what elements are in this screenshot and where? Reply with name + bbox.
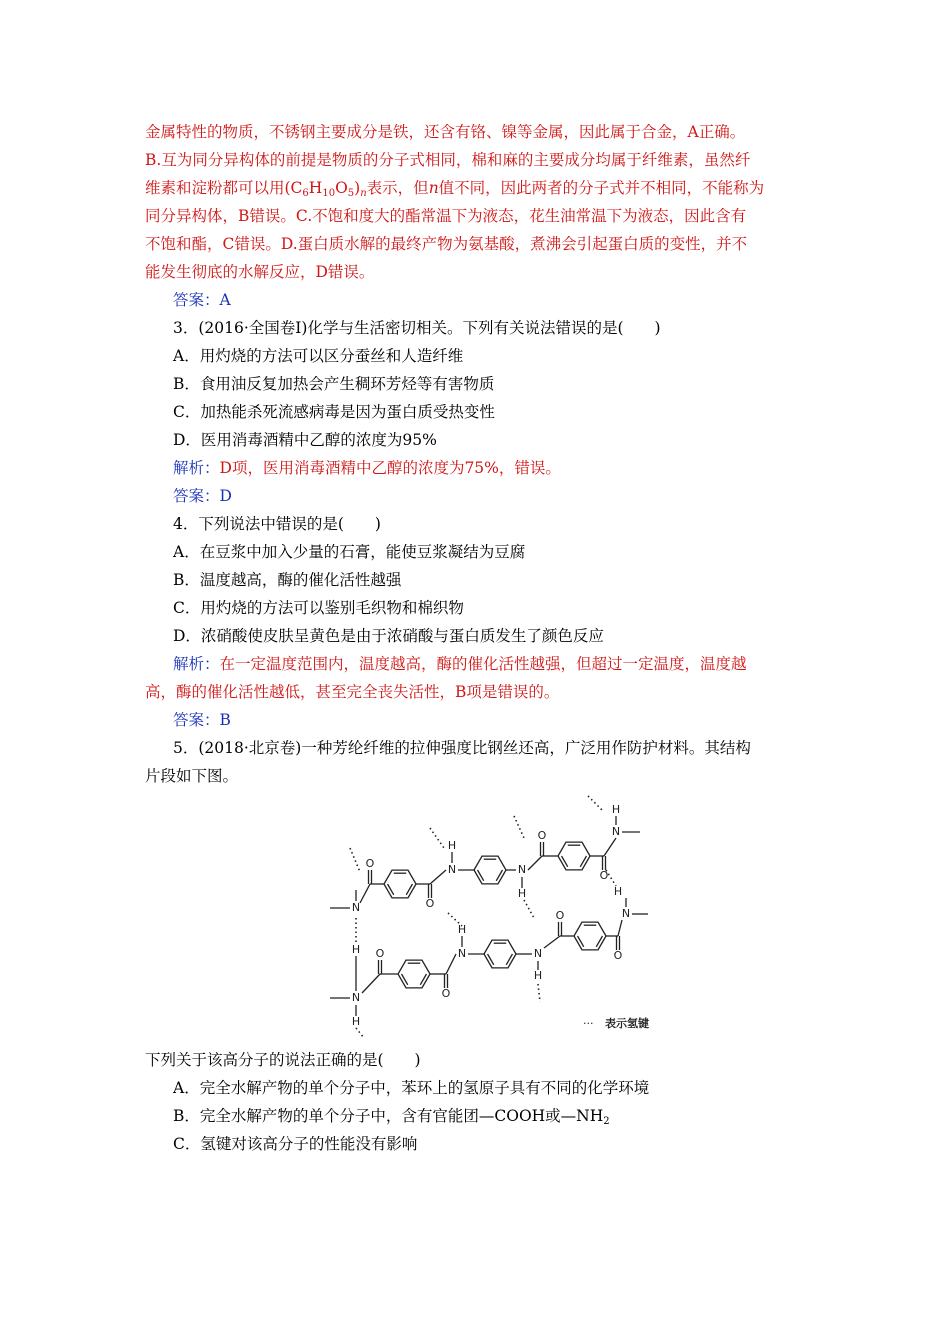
explanation-line: 金属特性的物质，不锈钢主要成分是铁，还含有铬、镍等金属，因此属于合金，A正确。 xyxy=(145,123,746,141)
hydrogen-bond xyxy=(430,828,444,848)
ring-double-bond xyxy=(388,884,394,895)
atom-label: H xyxy=(613,885,623,898)
question-4-explanation: 解析：在一定温度范围内，温度越高，酶的催化活性越强，但超过一定温度，温度越 xyxy=(173,655,747,673)
atom-label: O xyxy=(613,949,623,962)
question-5-stem-cont: 片段如下图。 xyxy=(145,767,239,785)
bond-line xyxy=(360,884,370,903)
atom-label: N xyxy=(517,863,527,876)
ring-double-bond xyxy=(496,870,502,881)
question-4-option-b: B．温度越高，酶的催化活性越强 xyxy=(173,571,402,589)
hydrogen-bond xyxy=(524,900,534,918)
atom-label: H xyxy=(517,887,527,900)
bond-line xyxy=(446,954,456,974)
atom-label: N xyxy=(457,947,467,960)
bond-line xyxy=(618,920,622,936)
question-4-explanation-cont: 高，酶的催化活性越低，甚至完全丧失活性，B项是错误的。 xyxy=(145,683,560,701)
answer-label: 答案：A xyxy=(173,291,231,309)
atom-label: H xyxy=(611,803,621,816)
ring-double-bond xyxy=(406,884,412,895)
atom-label: N xyxy=(351,901,361,914)
ring-double-bond xyxy=(506,954,512,965)
atom-label: N xyxy=(447,863,457,876)
question-5-stem: 5．(2018·北京卷)一种芳纶纤维的拉伸强度比钢丝还高，广泛用作防护材料。其结构 xyxy=(173,739,751,757)
hydrogen-bond xyxy=(356,1028,364,1038)
question-4-option-c: C．用灼烧的方法可以鉴别毛织物和棉织物 xyxy=(173,599,464,617)
hydrogen-bond-legend-dots: ··· xyxy=(583,1017,594,1030)
atom-label: O xyxy=(365,857,375,870)
atom-label: H xyxy=(447,839,457,852)
ring-double-bond xyxy=(402,974,408,985)
atom-label: H xyxy=(351,1015,361,1028)
ring-double-bond xyxy=(488,954,494,965)
atom-label: N xyxy=(621,907,631,920)
benzene-ring xyxy=(484,940,516,968)
question-3-option-b: B．食用油反复加热会产生稠环芳烃等有害物质 xyxy=(173,375,495,393)
benzene-ring xyxy=(558,842,590,870)
question-5-option-c: C．氢键对该高分子的性能没有影响 xyxy=(173,1135,418,1153)
explanation-line: B.互为同分异构体的前提是物质的分子式相同，棉和麻的主要成分均属于纤维素，虽然纤 xyxy=(145,151,751,169)
question-3-answer: 答案：D xyxy=(173,487,232,505)
atom-label: O xyxy=(537,829,547,842)
atom-label: H xyxy=(457,923,467,936)
aramid-structure-figure xyxy=(320,788,670,1038)
atom-label: O xyxy=(441,987,451,1000)
bond-line xyxy=(604,838,616,856)
question-3-option-d: D．医用消毒酒精中乙醇的浓度为95% xyxy=(173,431,437,449)
question-3-explanation: 解析：D项，医用消毒酒精中乙醇的浓度为75%，错误。 xyxy=(173,459,561,477)
question-3-option-c: C．加热能杀死流感病毒是因为蛋白质受热变性 xyxy=(173,403,495,421)
atom-label: O xyxy=(375,947,385,960)
ring-double-bond xyxy=(580,856,586,867)
ring-double-bond xyxy=(578,936,584,947)
bond-line xyxy=(544,936,560,948)
ring-double-bond xyxy=(420,974,426,985)
question-5-sub-stem: 下列关于该高分子的说法正确的是( ) xyxy=(145,1051,421,1069)
atom-label: N xyxy=(611,825,621,838)
bond-line xyxy=(430,870,446,884)
ring-double-bond xyxy=(478,870,484,881)
hydrogen-bond-legend: 表示氢键 xyxy=(605,1017,649,1030)
question-5-option-b: B．完全水解产物的单个分子中，含有官能团—COOH或$—NH_2$ xyxy=(173,1107,610,1127)
question-4-answer: 答案：B xyxy=(173,711,231,729)
hydrogen-bond xyxy=(350,848,360,872)
benzene-ring xyxy=(474,856,506,884)
question-3-stem: 3．(2016·全国卷Ⅰ)化学与生活密切相关。下列有关说法错误的是( ) xyxy=(173,319,661,337)
hydrogen-bond xyxy=(538,984,540,1002)
explanation-line: 不饱和酯，C错误。D.蛋白质水解的最终产物为氨基酸，煮沸会引起蛋白质的变性，并不 xyxy=(145,235,748,253)
benzene-ring xyxy=(574,922,606,950)
atom-label: O xyxy=(425,897,435,910)
benzene-ring xyxy=(398,960,430,988)
atom-label: H xyxy=(533,969,543,982)
hydrogen-bond xyxy=(514,816,524,838)
atom-label: O xyxy=(555,909,565,922)
question-4-stem: 4．下列说法中错误的是( ) xyxy=(173,515,381,533)
bond-line xyxy=(362,974,380,993)
hydrogen-bond xyxy=(588,796,602,810)
explanation-line-formula: 维素和淀粉都可以用$(C_6H_{10}O_5)_n$表示，但n值不同，因此两者的分子式并不相同，不能称为 xyxy=(145,179,765,199)
question-3-option-a: A．用灼烧的方法可以区分蚕丝和人造纤维 xyxy=(173,347,464,365)
explanation-line: 能发生彻底的水解反应，D错误。 xyxy=(145,263,375,281)
explanation-line: 同分异构体，B错误。C.不饱和度大的酯常温下为液态，花生油常温下为液态，因此含有 xyxy=(145,207,747,225)
question-4-option-a: A．在豆浆中加入少量的石膏，能使豆浆凝结为豆腐 xyxy=(173,543,526,561)
atom-label: N xyxy=(351,991,361,1004)
atom-label: H xyxy=(351,943,361,956)
bond-line xyxy=(528,856,542,870)
atom-label: O xyxy=(599,869,609,882)
ring-double-bond xyxy=(596,936,602,947)
benzene-ring xyxy=(384,870,416,898)
question-5-option-a: A．完全水解产物的单个分子中，苯环上的氢原子具有不同的化学环境 xyxy=(173,1079,650,1097)
ring-double-bond xyxy=(562,856,568,867)
question-4-option-d: D．浓硝酸使皮肤呈黄色是由于浓硝酸与蛋白质发生了颜色反应 xyxy=(173,627,604,645)
atom-label: N xyxy=(533,947,543,960)
